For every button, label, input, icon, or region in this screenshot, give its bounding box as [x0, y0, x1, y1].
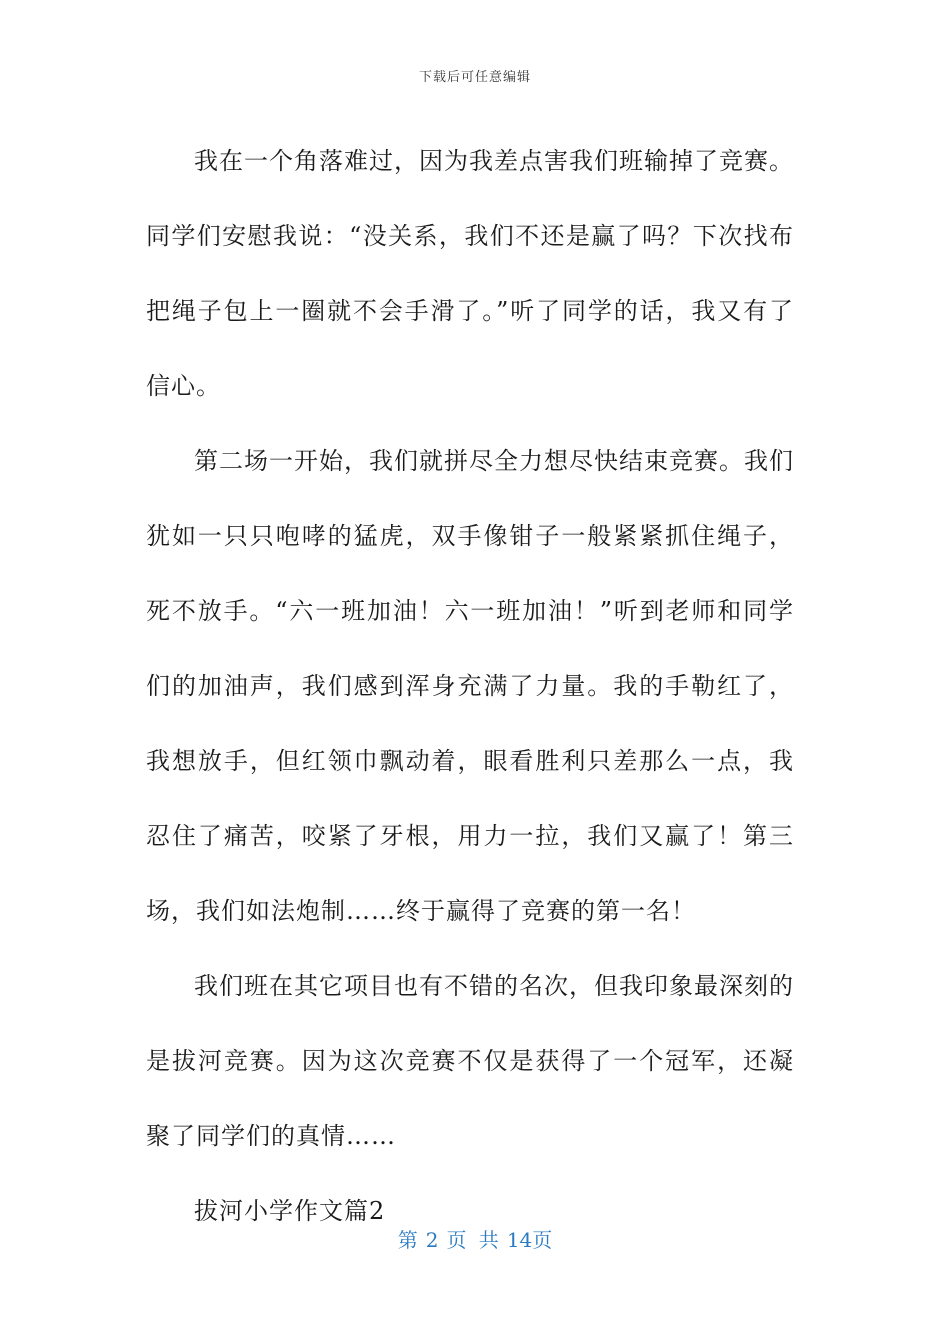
paragraph-1: 我在一个角落难过，因为我差点害我们班输掉了竞赛。同学们安慰我说：“没关系，我们不还是赢了吗？下次找布把绳子包上一圈就不会手滑了。”听了同学的话，我又有了信心。	[146, 147, 794, 400]
paragraph-2: 第二场一开始，我们就拼尽全力想尽快结束竞赛。我们犹如一只只咆哮的猛虎，双手像钳子一般紧紧抓住绳子，死不放手。“六一班加油！六一班加油！”听到老师和同学们的加油声，我们感到浑身充满了力量。我的手勒红了，我想放手，但红领巾飘动着，眼看胜利只差那么一点，我忍住了痛苦，咬紧了牙根，用力一拉，我们又赢了！第三场，我们如法炮制……终于赢得了竞赛的第一名！	[146, 447, 794, 925]
footer-total: 14页	[506, 1228, 553, 1252]
paragraph-3: 我们班在其它项目也有不错的名次，但我印象最深刻的是拔河竞赛。因为这次竞赛不仅是获得了一个冠军，还凝聚了同学们的真情……	[146, 972, 794, 1150]
footer-middle: 页 共	[446, 1228, 499, 1252]
document-body	[146, 124, 794, 1249]
footer-prefix: 第	[397, 1228, 418, 1252]
section-title: 拔河小学作文篇2	[194, 1197, 386, 1225]
header-note: 下载后可任意编辑	[418, 70, 531, 85]
page-number-footer	[0, 1224, 950, 1253]
footer-page: 2	[425, 1228, 439, 1252]
